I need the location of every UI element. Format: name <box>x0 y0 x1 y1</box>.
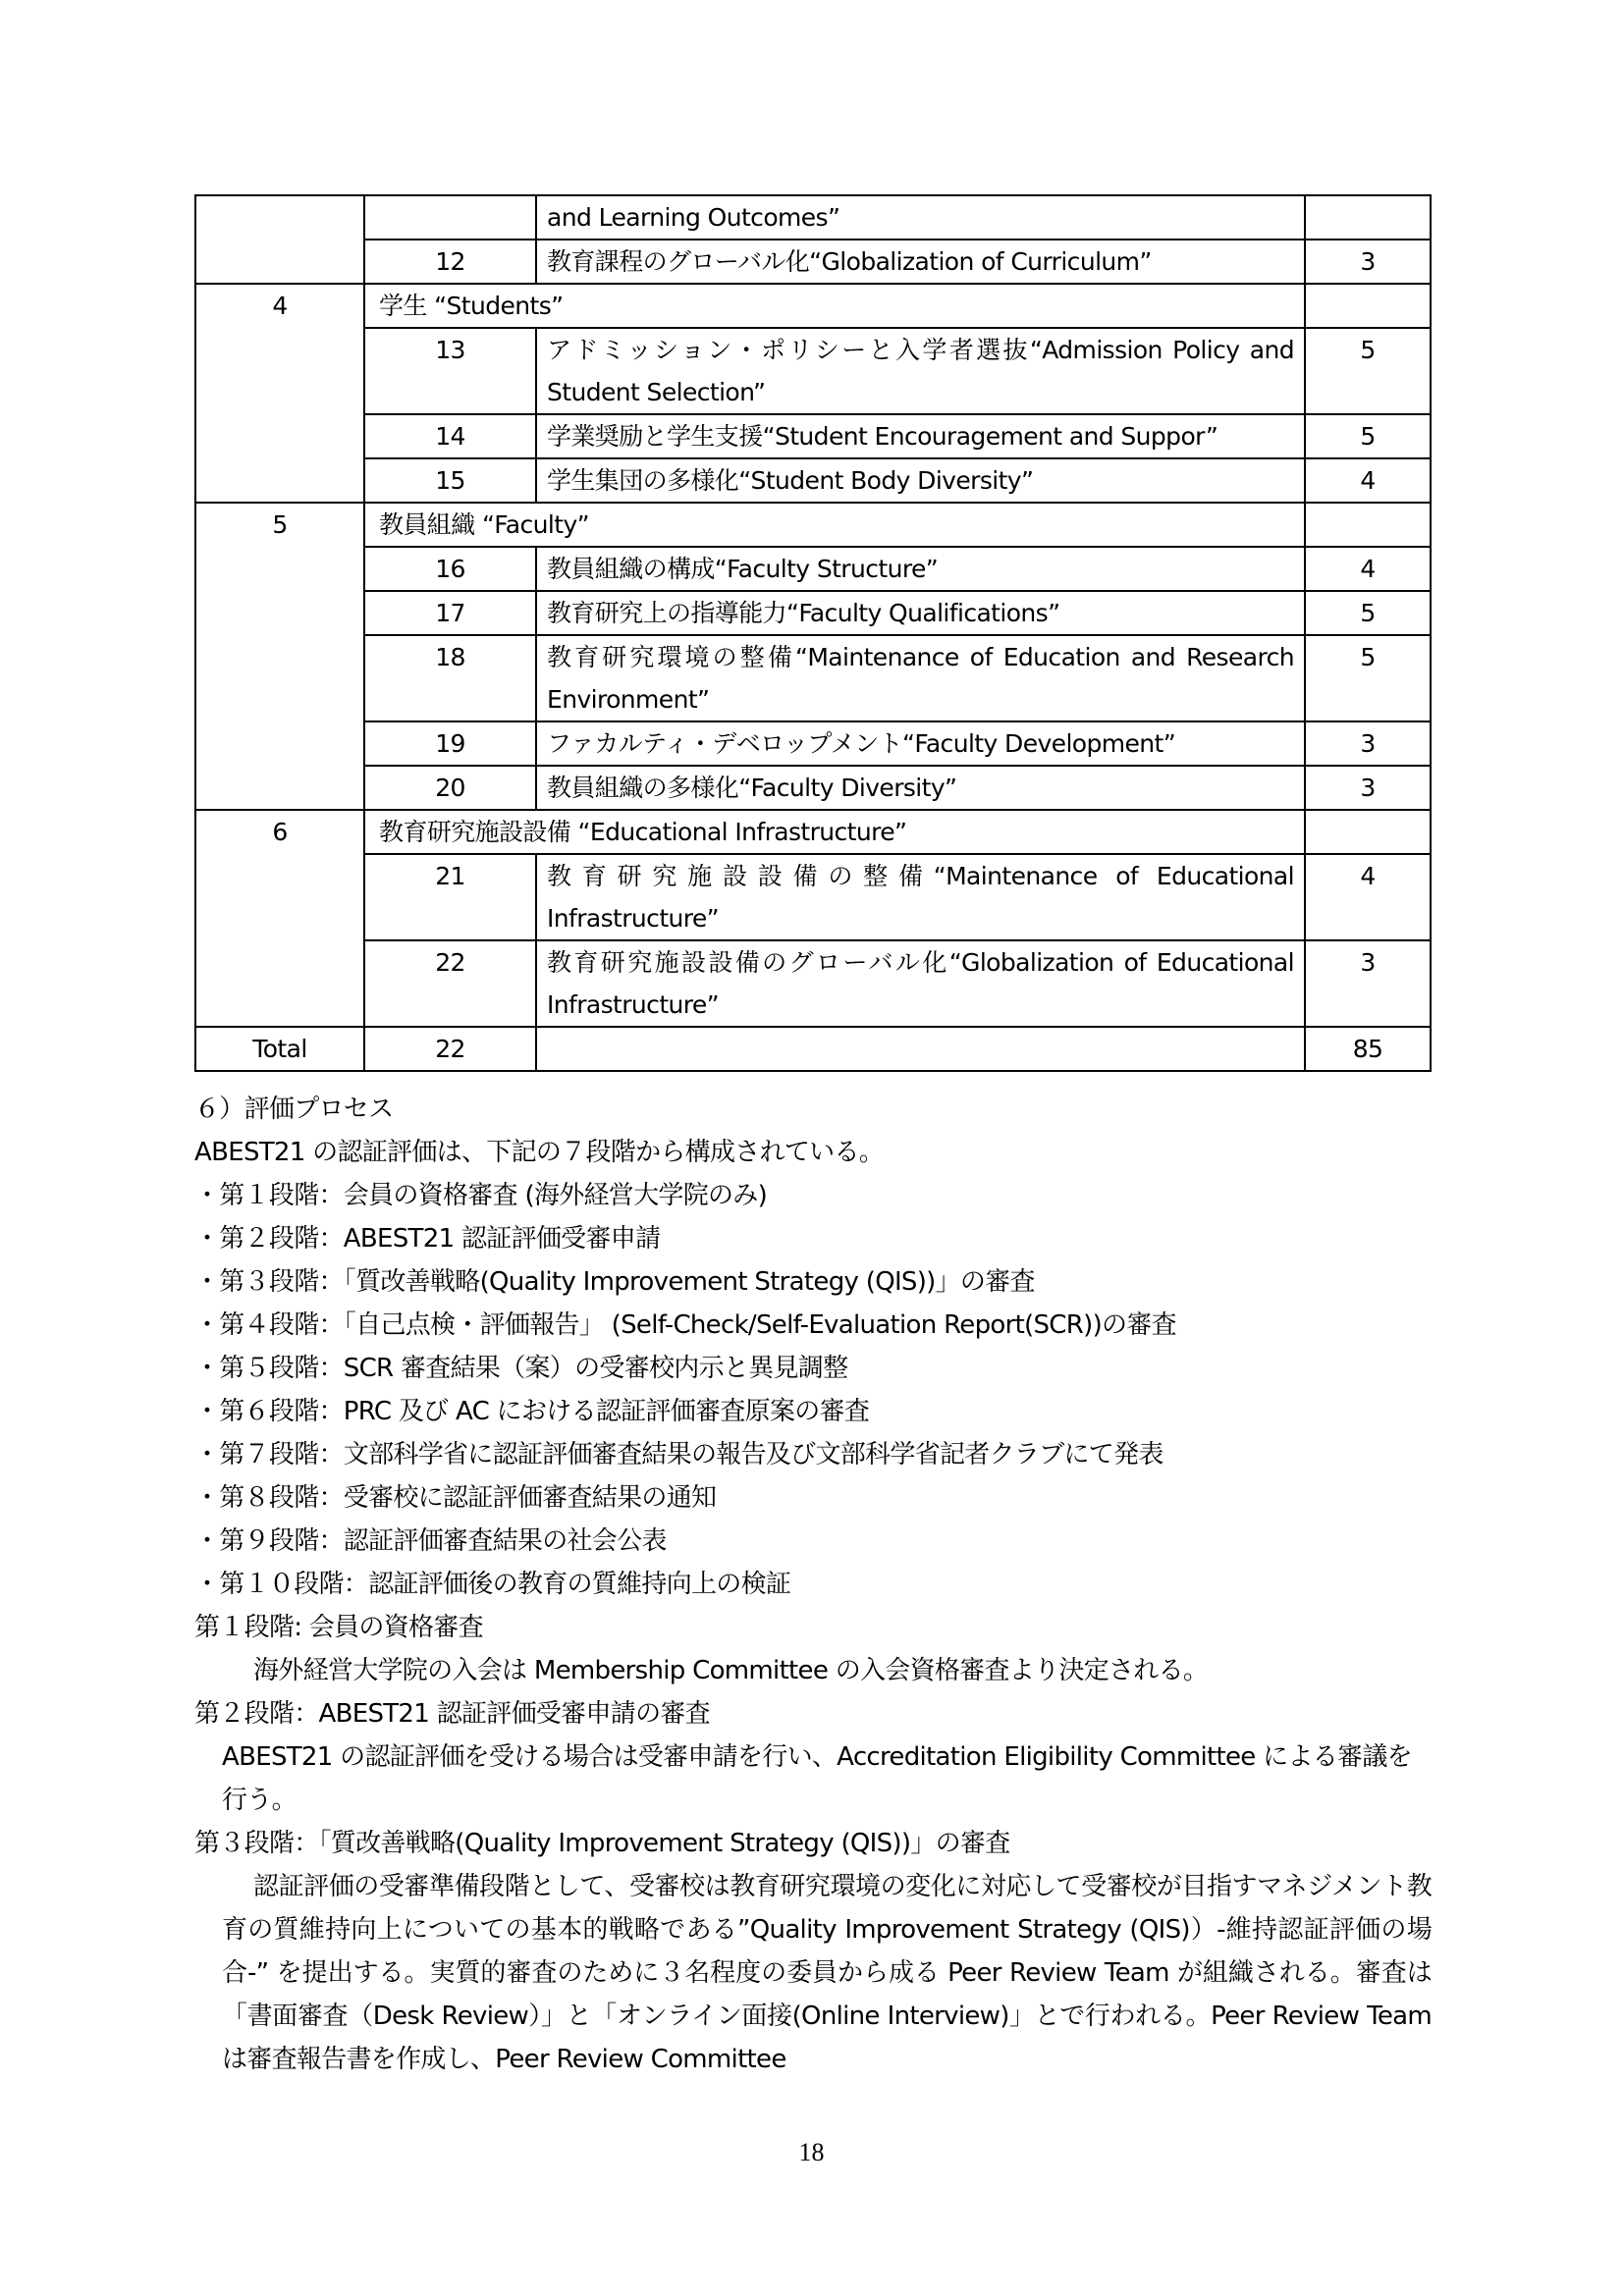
item-number: 20 <box>364 766 536 810</box>
item-number: 15 <box>364 458 536 503</box>
item-text: 教員組織の多様化“Faculty Diversity” <box>536 766 1305 810</box>
item-points: 5 <box>1305 591 1431 635</box>
stage-list-item: ・第７段階：文部科学省に認証評価審査結果の報告及び文部科学省記者クラブにて発表 <box>194 1440 1163 1469</box>
item-points: 4 <box>1305 547 1431 591</box>
total-text <box>536 1027 1305 1071</box>
stage-detail-title: 第２段階：ABEST21 認証評価受審申請の審査 <box>194 1699 710 1729</box>
item-number: 17 <box>364 591 536 635</box>
table-row <box>195 458 1431 503</box>
total-row <box>195 1027 1431 1071</box>
group-row <box>195 503 1431 547</box>
group-points <box>1305 810 1431 854</box>
stage-list-item: ・第１０段階：認証評価後の教育の質維持向上の検証 <box>194 1570 791 1599</box>
table-row <box>195 766 1431 810</box>
item-number: 19 <box>364 721 536 766</box>
item-number: 22 <box>364 940 536 1027</box>
stage-list-item: ・第５段階：SCR 審査結果（案）の受審校内示と異見調整 <box>194 1354 848 1383</box>
stage-detail-title: 第３段階：「質改善戦略(Quality Improvement Strategy (QIS))」の審査 <box>194 1829 1010 1858</box>
table-row <box>195 195 1431 240</box>
table-row <box>195 328 1431 414</box>
table-row <box>195 940 1431 1027</box>
item-text: 教育研究施設設備のグローバル化“Globalization of Educational Infrastructure” <box>536 940 1305 1027</box>
item-text: 教育研究施設設備の整備“Maintenance of Educational Infrastructure” <box>536 854 1305 940</box>
item-text: 教育課程のグローバル化“Globalization of Curriculum” <box>536 240 1305 284</box>
item-points <box>1305 195 1431 240</box>
stage-list-item: ・第６段階：PRC 及び AC における認証評価審査原案の審査 <box>194 1397 870 1426</box>
group-number: 5 <box>195 503 364 810</box>
stage-detail-body: ABEST21 の認証評価を受ける場合は受審申請を行い、Accreditation Eligibility Committee による審議を行う。 <box>222 1742 1412 1815</box>
item-text: アドミッション・ポリシーと入学者選抜“Admission Policy and Student Selection” <box>536 328 1305 414</box>
standards-table <box>194 194 1432 1072</box>
evaluation-process-section <box>194 1088 1432 2081</box>
group-number: 4 <box>195 284 364 503</box>
stage-list-item: ・第３段階：「質改善戦略(Quality Improvement Strategy (QIS))」の審査 <box>194 1267 1035 1297</box>
group-title: 教育研究施設設備 “Educational Infrastructure” <box>364 810 1305 854</box>
item-text: ファカルティ・デベロップメント“Faculty Development” <box>536 721 1305 766</box>
item-points: 4 <box>1305 458 1431 503</box>
table-row <box>195 854 1431 940</box>
item-points: 5 <box>1305 328 1431 414</box>
item-text: 教員組織の構成“Faculty Structure” <box>536 547 1305 591</box>
item-text: 教育研究上の指導能力“Faculty Qualifications” <box>536 591 1305 635</box>
item-number: 21 <box>364 854 536 940</box>
stage-list-item: ・第１段階：会員の資格審査 (海外経営大学院のみ) <box>194 1181 768 1210</box>
item-number: 13 <box>364 328 536 414</box>
group-row <box>195 810 1431 854</box>
item-points: 5 <box>1305 635 1431 721</box>
table-row <box>195 240 1431 284</box>
item-text: 教育研究環境の整備“Maintenance of Education and Research Environment” <box>536 635 1305 721</box>
group-title: 学生 “Students” <box>364 284 1305 328</box>
item-number: 12 <box>364 240 536 284</box>
stage-detail-body: 認証評価の受審準備段階として、受審校は教育研究環境の変化に対応して受審校が目指すマネジメント教育の質維持向上についての基本的戦略である”Quality Improvement Strategy (QIS)）-維持認証評価の場合-” を提出する。実質的審査のために３名程度の委員から成る Peer Review Team が組織される。審査は「書面審査（Desk Review）」と「オンライン面接(Online Interview)」とで行われる。Peer Review Team は審査報告書を作成し、Peer Review Committee <box>222 1872 1432 2074</box>
stage-list-item: ・第９段階：認証評価審査結果の社会公表 <box>194 1526 667 1556</box>
group-title: 教員組織 “Faculty” <box>364 503 1305 547</box>
stage-detail-title: 第１段階: 会員の資格審査 <box>194 1613 483 1642</box>
total-label: Total <box>195 1027 364 1071</box>
section-intro: ABEST21 の認証評価は、下記の７段階から構成されている。 <box>194 1138 885 1167</box>
stage-list-item: ・第２段階：ABEST21 認証評価受審申請 <box>194 1224 661 1254</box>
item-number: 18 <box>364 635 536 721</box>
group-row <box>195 284 1431 328</box>
group-number: 6 <box>195 810 364 1027</box>
table-row <box>195 547 1431 591</box>
table-row <box>195 721 1431 766</box>
item-points: 3 <box>1305 721 1431 766</box>
page-number: 18 <box>798 2138 825 2166</box>
item-text: 学生集団の多様化“Student Body Diversity” <box>536 458 1305 503</box>
item-points: 5 <box>1305 414 1431 458</box>
table-row <box>195 591 1431 635</box>
item-number: 14 <box>364 414 536 458</box>
group-cell <box>195 195 364 284</box>
item-points: 3 <box>1305 766 1431 810</box>
item-points: 3 <box>1305 240 1431 284</box>
stage-list-item: ・第８段階：受審校に認証評価審査結果の通知 <box>194 1483 717 1513</box>
table-row <box>195 414 1431 458</box>
item-number <box>364 195 536 240</box>
item-text: 学業奨励と学生支援“Student Encouragement and Suppor” <box>536 414 1305 458</box>
table-row <box>195 635 1431 721</box>
item-text: and Learning Outcomes” <box>536 195 1305 240</box>
stage-list-item: ・第４段階：「自己点検・評価報告」 (Self-Check/Self-Evaluation Report(SCR))の審査 <box>194 1310 1176 1340</box>
stage-detail-body: 海外経営大学院の入会は Membership Committee の入会資格審査より決定される。 <box>253 1656 1209 1685</box>
total-count: 22 <box>364 1027 536 1071</box>
item-points: 3 <box>1305 940 1431 1027</box>
section-heading: ６）評価プロセス <box>194 1095 394 1124</box>
item-points: 4 <box>1305 854 1431 940</box>
total-points: 85 <box>1305 1027 1431 1071</box>
group-points <box>1305 284 1431 328</box>
item-number: 16 <box>364 547 536 591</box>
group-points <box>1305 503 1431 547</box>
